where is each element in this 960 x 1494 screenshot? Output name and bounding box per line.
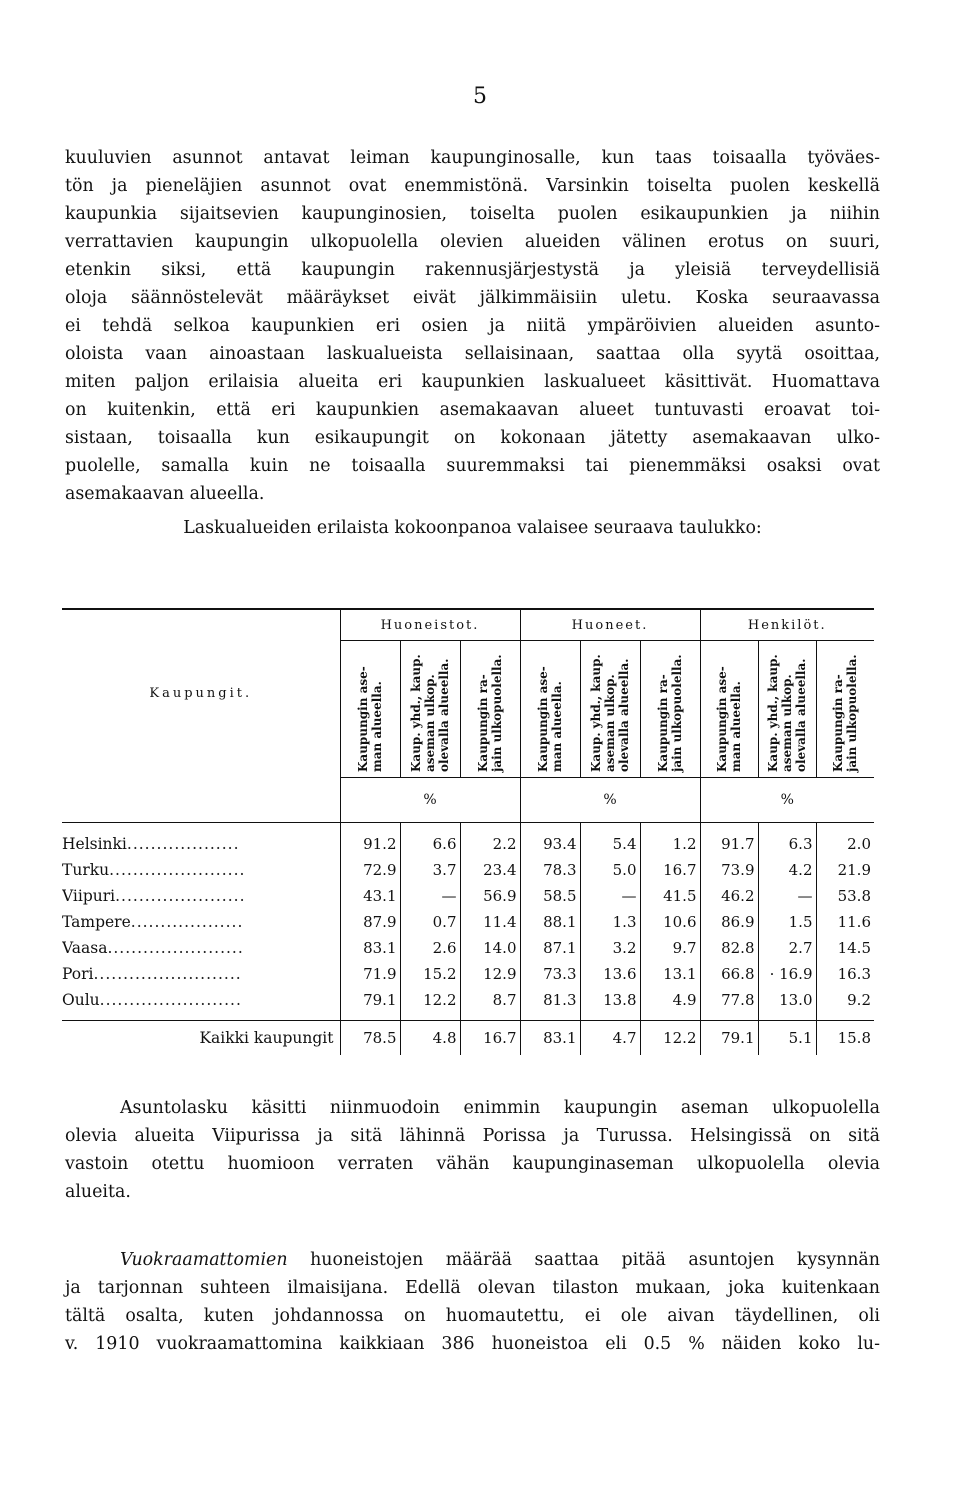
table-cell: 41.5 [640, 883, 700, 909]
table-cell: 3.2 [580, 935, 640, 961]
table-row [62, 987, 874, 1013]
table-cell: 12.9 [460, 961, 520, 987]
city-name: Helsinki................... [62, 834, 240, 853]
table-cell: 9.7 [640, 935, 700, 961]
table-cell: 11.6 [816, 909, 874, 935]
table-cell: 23.4 [460, 857, 520, 883]
table-cell: 56.9 [460, 883, 520, 909]
table-intro: Laskualueiden erilaista kokoonpanoa valaisee seuraava taulukko: [183, 518, 762, 538]
table-row [62, 883, 874, 909]
paragraph-line: kaupunkia sijaitsevien kaupunginosien, toiselta puolen esikaupunkien ja niihin [65, 204, 880, 224]
city-name: Oulu........................ [62, 990, 242, 1009]
paragraph-line: vastoin otettu huomioon verraten vähän kaupunginaseman ulkopuolella olevia [65, 1154, 880, 1174]
table-cell: 1.2 [640, 831, 700, 857]
paragraph-line: sistaan, toisaalla kun esikaupungit on kokonaan jätetty asemakaavan ulko- [65, 428, 880, 448]
table-cell: 14.0 [460, 935, 520, 961]
paragraph-line: tältä osalta, kuten johdannossa on huomautettu, ei ole aivan täydellinen, oli [65, 1306, 880, 1326]
table-cell: 93.4 [520, 831, 580, 857]
paragraph-line: on kuitenkin, että eri kaupunkien asemakaavan alueet tuntuvasti eroavat toi- [65, 400, 880, 420]
table-cell: 46.2 [700, 883, 758, 909]
table-cell: 73.3 [520, 961, 580, 987]
paragraph-line: miten paljon erilaisia alueita eri kaupunkien laskualueet käsittivät. Huomattava [65, 372, 880, 392]
leader-dots: ......................... [93, 964, 242, 983]
table-cell: 10.6 [640, 909, 700, 935]
column-header: Kaupungin ase- man alueella. [700, 641, 758, 778]
paragraph-line: v. 1910 vuokraamattomina kaikkiaan 386 huoneistoa eli 0.5 % näiden koko lu- [65, 1334, 880, 1354]
table-cell: 87.9 [340, 909, 400, 935]
table-cell: 4.2 [758, 857, 816, 883]
column-header: Kaupungin ra- jain ulkopuolella. [640, 641, 700, 778]
table-cell: 77.8 [700, 987, 758, 1013]
table-cell: 82.8 [700, 935, 758, 961]
table-cell: 87.1 [520, 935, 580, 961]
table-cell: 6.6 [400, 831, 460, 857]
table-cell: 88.1 [520, 909, 580, 935]
table-cell: 86.9 [700, 909, 758, 935]
column-header: Kaupungin ase- man alueella. [520, 641, 580, 778]
unit-label: % [520, 778, 700, 823]
table-row [62, 857, 874, 883]
column-header: Kaup. yhd., kaup. aseman ulkop. olevalla alueella. [400, 641, 460, 778]
statistics-table [62, 610, 874, 1055]
leader-dots: ...................... [115, 886, 246, 905]
column-header: Kaupungin ra- jain ulkopuolella. [816, 641, 874, 778]
group-header-henkilot: Henkilöt. [700, 610, 874, 641]
table-cell: 66.8 [700, 961, 758, 987]
column-header: Kaupungin ra- jain ulkopuolella. [460, 641, 520, 778]
table-cell: 91.7 [700, 831, 758, 857]
unit-label: % [340, 778, 520, 823]
table-cell: 2.6 [400, 935, 460, 961]
table-cell: 1.5 [758, 909, 816, 935]
table-cell: 9.2 [816, 987, 874, 1013]
leader-dots: ....................... [107, 938, 244, 957]
paragraph-line: Asuntolasku käsitti niinmuodoin enimmin kaupungin aseman ulkopuolella [120, 1098, 880, 1118]
table-cell: 71.9 [340, 961, 400, 987]
table-cell: 4.7 [580, 1021, 640, 1056]
paragraph-line: olevia alueita Viipurissa ja sitä lähinnä Porissa ja Turussa. Helsingissä on sitä [65, 1126, 880, 1146]
table-cell: — [580, 883, 640, 909]
table-cell: 4.9 [640, 987, 700, 1013]
table-cell: 2.7 [758, 935, 816, 961]
page-number: 5 [473, 84, 487, 109]
table-cell: — [400, 883, 460, 909]
table-cell: 13.6 [580, 961, 640, 987]
stub-header: Kaupungit. [149, 686, 253, 702]
table-row [62, 935, 874, 961]
group-header-huoneet: Huoneet. [520, 610, 700, 641]
paragraph-line: kuuluvien asunnot antavat leiman kaupunginosalle, kun taas toisaalla työväes- [65, 148, 880, 168]
table-row [62, 831, 874, 857]
table-row [62, 961, 874, 987]
table-cell: 6.3 [758, 831, 816, 857]
city-name: Viipuri...................... [62, 886, 246, 905]
table-cell: 78.5 [340, 1021, 400, 1056]
column-header: Kaupungin ase- man alueella. [340, 641, 400, 778]
table-cell: 16.7 [640, 857, 700, 883]
paragraph-line: asemakaavan alueella. [65, 484, 265, 504]
paragraph-line: ja tarjonnan suhteen ilmaisijana. Edellä olevan tilaston mukaan, joka kuitenkaan [65, 1278, 880, 1298]
paragraph-line: oloista vaan ainoastaan laskualueista sellaisinaan, saattaa olla syytä osoittaa, [65, 344, 880, 364]
city-name: Pori......................... [62, 964, 242, 983]
table-cell: 11.4 [460, 909, 520, 935]
table-cell: 58.5 [520, 883, 580, 909]
table-cell: 83.1 [520, 1021, 580, 1056]
italic-term: Vuokraamattomien [120, 1250, 288, 1270]
table-cell: 5.1 [758, 1021, 816, 1056]
column-header: Kaup. yhd., kaup. aseman ulkop. olevalla alueella. [580, 641, 640, 778]
table-cell: 73.9 [700, 857, 758, 883]
column-header: Kaup. yhd., kaup. aseman ulkop. olevalla alueella. [758, 641, 816, 778]
table-cell: 83.1 [340, 935, 400, 961]
paragraph-line: verrattavien kaupungin ulkopuolella olevien alueiden välinen erotus on suuri, [65, 232, 880, 252]
table-cell: — [758, 883, 816, 909]
group-header-huoneistot: Huoneistot. [340, 610, 520, 641]
table-cell: 13.0 [758, 987, 816, 1013]
table-cell: 1.3 [580, 909, 640, 935]
leader-dots: ................... [126, 834, 240, 853]
table-cell: 13.1 [640, 961, 700, 987]
table-cell: 5.0 [580, 857, 640, 883]
paragraph-3 [65, 1246, 880, 1358]
table-cell: 3.7 [400, 857, 460, 883]
table-cell: 8.7 [460, 987, 520, 1013]
table-cell: 72.9 [340, 857, 400, 883]
table-cell: 2.0 [816, 831, 874, 857]
leader-dots: ....................... [109, 860, 246, 879]
table-cell: 16.7 [460, 1021, 520, 1056]
table-cell: 2.2 [460, 831, 520, 857]
total-label: Kaikki kaupungit [199, 1029, 334, 1047]
table-row [62, 909, 874, 935]
table-cell: 0.7 [400, 909, 460, 935]
table-cell: · 16.9 [758, 961, 816, 987]
paragraph-2 [65, 1094, 880, 1206]
city-name: Tampere................... [62, 912, 244, 931]
paragraph-line: tön ja pieneläjien asunnot ovat enemmistönä. Varsinkin toiselta puolen keskellä [65, 176, 880, 196]
table-cell: 4.8 [400, 1021, 460, 1056]
table-cell: 79.1 [700, 1021, 758, 1056]
table-cell: 16.3 [816, 961, 874, 987]
paragraph-line: Vuokraamattomien huoneistojen määrää saattaa pitää asuntojen kysynnän [120, 1250, 880, 1270]
table-cell: 14.5 [816, 935, 874, 961]
leader-dots: ................... [130, 912, 244, 931]
paragraph-line: alueita. [65, 1182, 131, 1202]
leader-dots: ........................ [99, 990, 242, 1009]
table-cell: 15.8 [816, 1021, 874, 1056]
paragraph-line: oloja säännöstelevät määräykset eivät jälkimmäisiin uletu. Koska seuraavassa [65, 288, 880, 308]
paragraph-line: puolelle, samalla kuin ne toisaalla suuremmaksi tai pienemmäksi osaksi ovat [65, 456, 880, 476]
table-cell: 78.3 [520, 857, 580, 883]
table-cell: 21.9 [816, 857, 874, 883]
table-cell: 53.8 [816, 883, 874, 909]
city-name: Vaasa....................... [62, 938, 244, 957]
table-cell: 43.1 [340, 883, 400, 909]
paragraph-1 [65, 144, 880, 542]
paragraph-line: ei tehdä selkoa kaupunkien eri osien ja niitä ympäröivien alueiden asunto- [65, 316, 880, 336]
paragraph-line: etenkin siksi, että kaupungin rakennusjärjestystä ja yleisiä terveydellisiä [65, 260, 880, 280]
table-cell: 5.4 [580, 831, 640, 857]
table-cell: 79.1 [340, 987, 400, 1013]
city-name: Turku....................... [62, 860, 246, 879]
table-cell: 81.3 [520, 987, 580, 1013]
table-cell: 15.2 [400, 961, 460, 987]
table-cell: 12.2 [400, 987, 460, 1013]
table-cell: 13.8 [580, 987, 640, 1013]
table-cell: 12.2 [640, 1021, 700, 1056]
table-cell: 91.2 [340, 831, 400, 857]
unit-label: % [700, 778, 874, 823]
total-row [62, 1021, 874, 1056]
